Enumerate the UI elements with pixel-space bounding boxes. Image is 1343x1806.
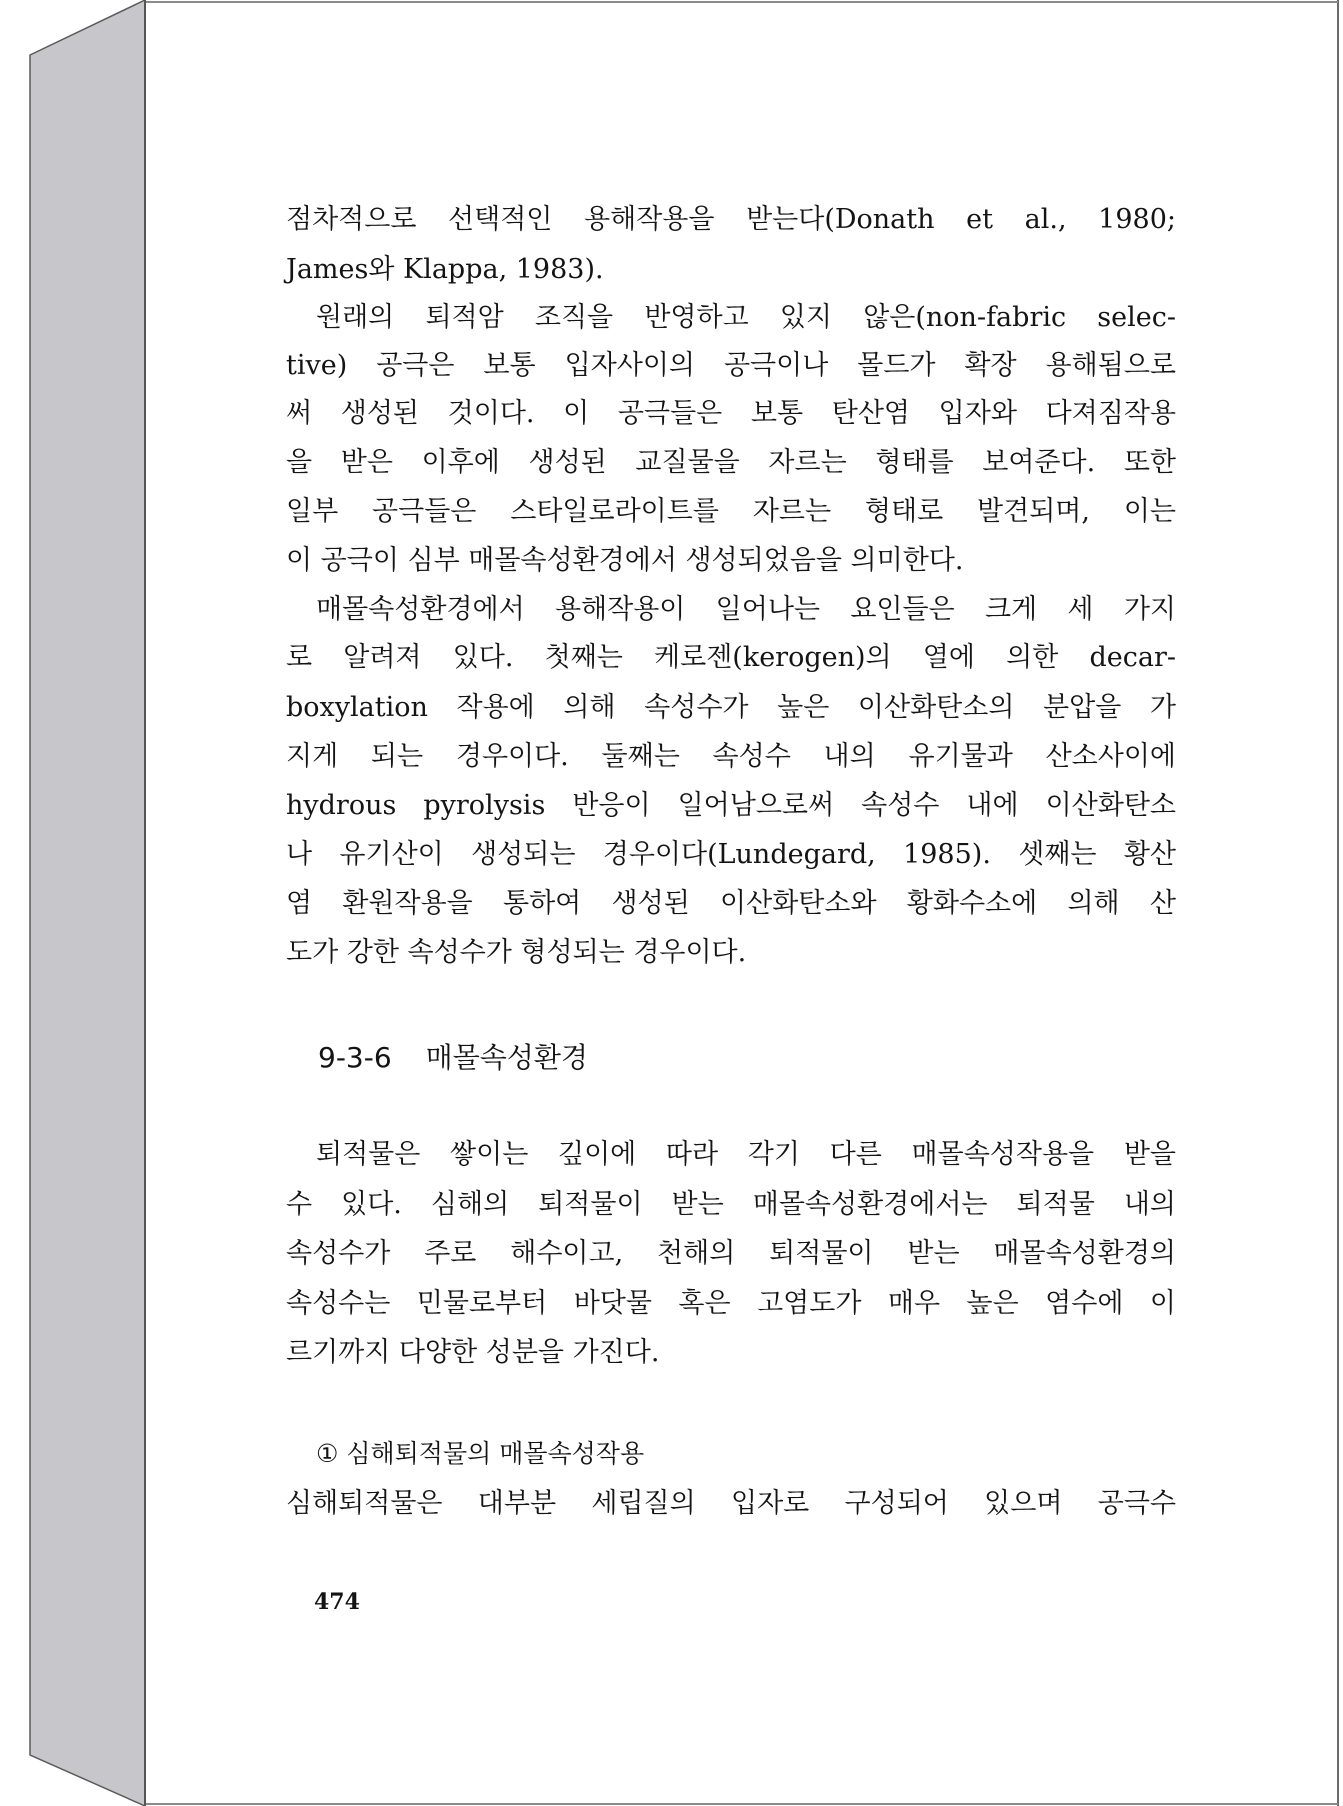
- body-line: 도가 강한 속성수가 형성되는 경우이다.: [286, 937, 747, 968]
- section-title: 매몰속성환경: [425, 1041, 588, 1074]
- body-line: 수 있다. 심해의 퇴적물이 받는 매몰속성환경에서는 퇴적물 내의: [286, 1189, 1176, 1220]
- section-heading: [318, 1038, 588, 1078]
- body-line: 써 생성된 것이다. 이 공극들은 보통 탄산염 입자와 다져짐작용: [286, 398, 1176, 429]
- book-spine: [30, 0, 145, 1806]
- body-line: 이 공극이 심부 매몰속성환경에서 생성되었음을 의미한다.: [286, 545, 964, 576]
- body-line: 염 환원작용을 통하여 생성된 이산화탄소와 황화수소에 의해 산: [286, 888, 1176, 919]
- body-line: 매몰속성환경에서 용해작용이 일어나는 요인들은 크게 세 가지: [316, 594, 1176, 625]
- body-line: 속성수가 주로 해수이고, 천해의 퇴적물이 받는 매몰속성환경의: [286, 1238, 1176, 1269]
- body-line: 일부 공극들은 스타일로라이트를 자르는 형태로 발견되며, 이는: [286, 496, 1176, 527]
- body-line: 퇴적물은 쌓이는 깊이에 따라 각기 다른 매몰속성작용을 받을: [316, 1139, 1176, 1170]
- body-line: 나 유기산이 생성되는 경우이다(Lundegard, 1985). 셋째는 황산: [286, 839, 1176, 870]
- body-line: James와 Klappa, 1983).: [286, 254, 604, 285]
- body-line: 심해퇴적물은 대부분 세립질의 입자로 구성되어 있으며 공극수: [286, 1488, 1176, 1519]
- body-line: tive) 공극은 보통 입자사이의 공극이나 몰드가 확장 용해됨으로: [286, 350, 1176, 381]
- body-line: hydrous pyrolysis 반응이 일어남으로써 속성수 내에 이산화탄소: [286, 790, 1176, 821]
- body-line: 속성수는 민물로부터 바닷물 혹은 고염도가 매우 높은 염수에 이: [286, 1288, 1176, 1319]
- page-number: 474: [314, 1589, 360, 1615]
- body-line: 로 알려져 있다. 첫째는 케로젠(kerogen)의 열에 의한 decar-: [286, 642, 1176, 673]
- body-line: 지게 되는 경우이다. 둘째는 속성수 내의 유기물과 산소사이에: [286, 741, 1176, 772]
- body-line: boxylation 작용에 의해 속성수가 높은 이산화탄소의 분압을 가: [286, 692, 1176, 723]
- body-line: 점차적으로 선택적인 용해작용을 받는다(Donath et al., 1980;: [286, 204, 1176, 235]
- body-line: 원래의 퇴적암 조직을 반영하고 있지 않은(non-fabric selec-: [316, 302, 1176, 333]
- body-line: 르기까지 다양한 성분을 가진다.: [286, 1337, 660, 1368]
- section-number: 9-3-6: [318, 1041, 392, 1074]
- subsection-heading: ① 심해퇴적물의 매몰속성작용: [316, 1439, 645, 1468]
- body-line: 을 받은 이후에 생성된 교질물을 자르는 형태를 보여준다. 또한: [286, 447, 1176, 478]
